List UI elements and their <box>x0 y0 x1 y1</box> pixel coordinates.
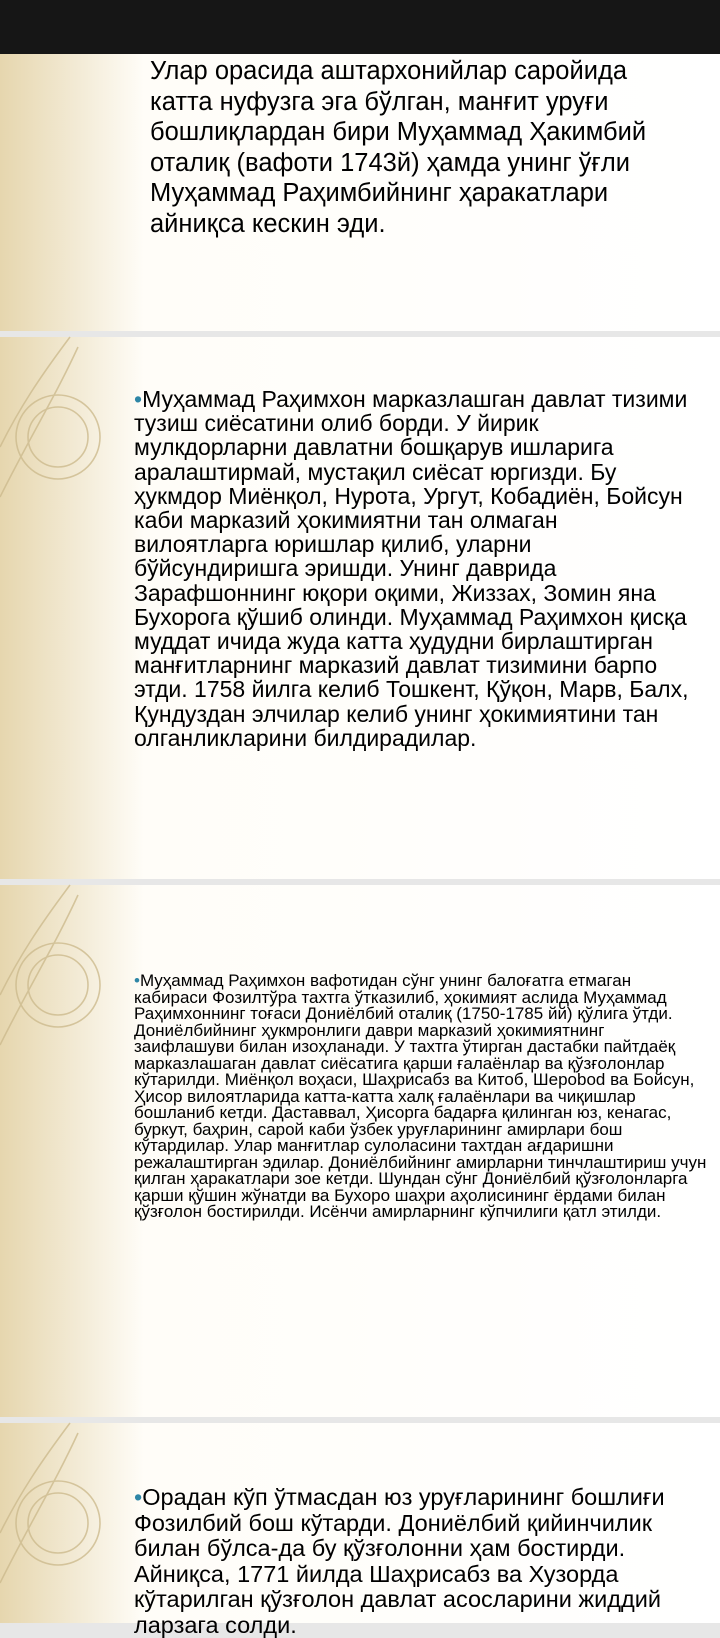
slide-4[interactable] <box>0 1423 720 1638</box>
status-bar <box>0 0 720 54</box>
bullet-mark: • <box>134 386 143 412</box>
slide-viewer[interactable] <box>0 54 720 1638</box>
bullet-mark: • <box>134 971 140 990</box>
slide-2[interactable] <box>0 337 720 879</box>
slide-body-text <box>134 973 709 1221</box>
slide-1[interactable] <box>0 54 720 331</box>
slide-3[interactable] <box>0 885 720 1417</box>
paragraph: Улар орасида аштархонийлар саройида катта нуфузга эга бўлган, манғит уруғи бошлиқлардан бири Муҳаммад Ҳакимбий оталиқ (вафоти 1743й) ҳамда унинг ўғли Муҳаммад Раҳимбийнинг ҳаракатлари айниқса кескин эди. <box>150 57 647 238</box>
paragraph: Орадан кўп ўтмасдан юз уруғларининг бошлиғи Фозилбий бош кўтарди. Дониёлбий қийинчилик билан бўлса-да бу қўзғолонни ҳам бостирди. Айниқса, 1771 йилда Шаҳрисабз ва Хузорда кўтарилган қўзғолон давлат асосларини жиддий ларзага солди. <box>134 1484 665 1638</box>
slide-body-text <box>134 1485 709 1638</box>
paragraph: Муҳаммад Раҳимхон вафотидан сўнг унинг балоғатга етмаган кабираси Фозилтўра тахтга ўтказилиб, ҳокимият аслида Муҳаммад Раҳимхоннинг тоғаси Дониёлбий оталиқ (1750-1785 йй) қўлига ўтди. Дониёлбийнинг ҳукмронлиги даври марказий ҳокимиятнинг заифлашуви билан изоҳланади. У тахтга ўтирган дастабки пайтдаёқ марказлашаган давлат сиёсатига қарши ғалаёнлар ва қўзғолонлар кўтарилди. Миёнқол воҳаси, Шаҳрисабз ва Китоб, Шерobod ва Бойсун, Ҳисор вилоятларида катта-катта халқ ғалаёнлари ва чиқишлар бошланиб кетди. Даставвал, Ҳисорга бадарға қилинган юз, кенагас, буркут, баҳрин, сарой каби ўзбек уруғларининг амирлари бош кўтардилар. Улар манғитлар сулоласини тахтдан ағдаришни режалаштирган эдилар. Дониёлбийнинг амирларни тинчлаштириш учун қилган ҳаракатлари зое кетди. Шундан сўнг Дониёлбий қўзғолонларга қарши қўшин жўнатди ва Бухоро шаҳри аҳолисининг ёрдами билан қўзғолон бостирилди. Исёнчи амирларнинг кўпчилиги қатл этилди. <box>134 971 707 1221</box>
paragraph: Муҳаммад Раҳимхон марказлашган давлат тизими тузиш сиёсатини олиб борди. У йирик мулкдорларни давлатни бошқарув ишларига аралаштирмай, мустақил сиёсат юргизди. Бу ҳукмдор Миёнқол, Нурота, Ургут, Кобадиён, Бойсун каби марказий ҳокимиятни тан олмаган вилоятларга юришлар қилиб, уларни бўйсундиришга эришди. Унинг даврида Зарафшоннинг юқори оқими, Жиззах, Зомин яна Бухорога қўшиб олинди. Муҳаммад Раҳимхон қисқа муддат ичида жуда катта ҳудудни бирлаштирган манғитларнинг марказий давлат тизимини барпо этди. 1758 йилга келиб Тошкент, Қўқон, Марв, Балх, Қундуздан элчилар келиб унинг ҳокимиятини тан олганликларини билдирадилар. <box>134 386 689 751</box>
bullet-mark: • <box>134 1484 143 1510</box>
slide-body-text <box>134 387 694 750</box>
slide-body-text <box>150 56 690 239</box>
